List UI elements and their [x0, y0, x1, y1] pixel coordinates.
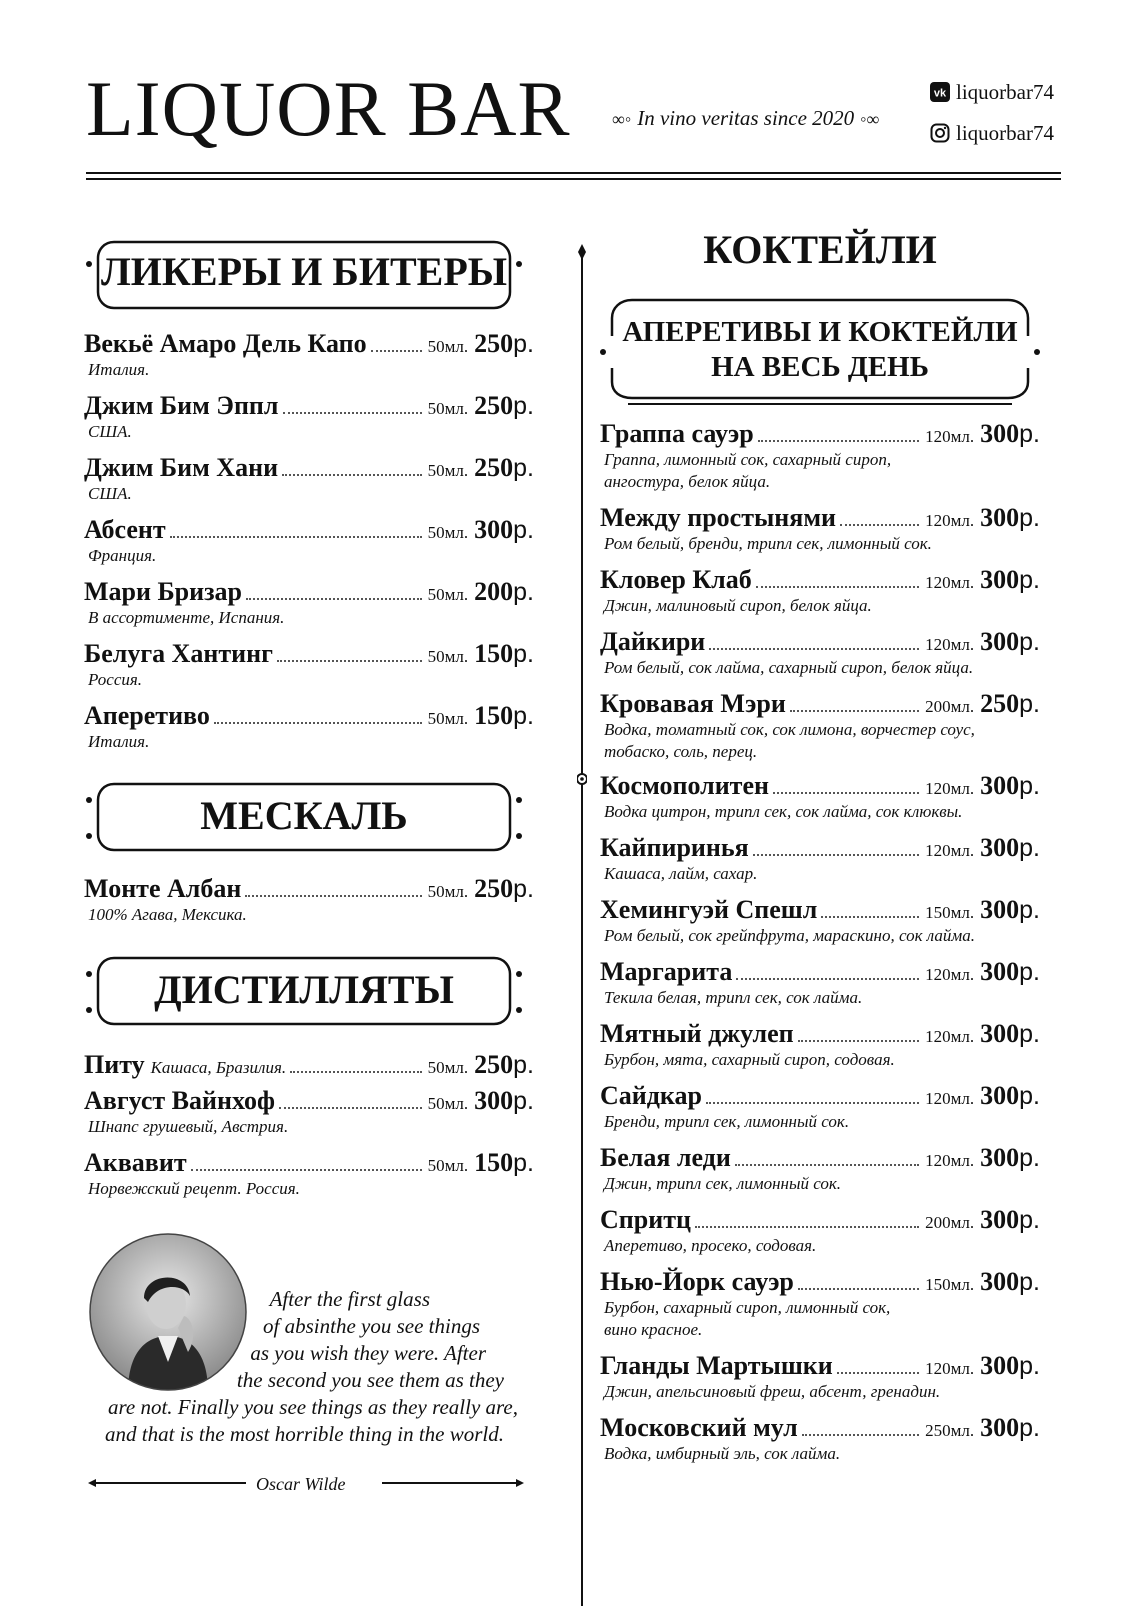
- item-volume: 120мл.: [925, 511, 975, 530]
- item-price: 300: [474, 1086, 514, 1115]
- item-name: Питу: [84, 1050, 145, 1079]
- item-name: Спритц: [600, 1205, 691, 1234]
- menu-item: [600, 565, 1040, 617]
- menu-item: [84, 515, 534, 567]
- item-volume: 150мл.: [925, 1275, 975, 1294]
- item-desc: Аперетиво, просеко, содовая.: [604, 1236, 817, 1255]
- item-price: 250: [474, 453, 514, 482]
- item-name: Мари Бризар: [84, 577, 243, 606]
- quote-line: are not. Finally you see things as they really are,: [108, 1395, 518, 1419]
- right-flourish-icon: ◦∞: [860, 109, 880, 129]
- item-desc: Ром белый, бренди, трипл сек, лимонный сок.: [604, 534, 932, 553]
- currency: р.: [1019, 1020, 1040, 1048]
- item-desc: Водка, имбирный эль, сок лайма.: [604, 1444, 841, 1463]
- item-volume: 120мл.: [925, 427, 975, 446]
- currency: р.: [1019, 1268, 1040, 1296]
- quote-line: After the first glass: [269, 1287, 430, 1311]
- item-volume: 50мл.: [427, 1094, 469, 1113]
- column-divider: [577, 244, 587, 1614]
- currency: р.: [513, 454, 534, 482]
- item-price: 300: [980, 833, 1020, 862]
- item-desc: Франция.: [88, 546, 157, 565]
- quote-line: as you wish they were. After: [250, 1341, 486, 1365]
- item-price: 300: [980, 1019, 1020, 1048]
- item-name: Джим Бим Хани: [84, 453, 279, 482]
- currency: р.: [1019, 504, 1040, 532]
- item-volume: 50мл.: [427, 1058, 469, 1077]
- item-desc: Бренди, трипл сек, лимонный сок.: [604, 1112, 850, 1131]
- tagline-text: In vino veritas since 2020: [637, 106, 855, 130]
- item-desc: США.: [88, 484, 132, 503]
- item-volume: 200мл.: [925, 697, 975, 716]
- item-desc: Россия.: [88, 670, 143, 689]
- item-price: 300: [980, 1205, 1020, 1234]
- item-volume: 120мл.: [925, 779, 975, 798]
- currency: р.: [1019, 420, 1040, 448]
- item-desc: 100% Агава, Мексика.: [88, 905, 247, 924]
- item-name: Абсент: [84, 515, 166, 544]
- banner-liqueurs: [84, 236, 524, 314]
- item-desc: тобаско, соль, перец.: [604, 742, 758, 761]
- menu-item: [84, 1148, 534, 1200]
- tagline: [606, 106, 885, 131]
- menu-item: [84, 329, 534, 381]
- item-price: 300: [980, 771, 1020, 800]
- item-name: Аквавит: [84, 1148, 187, 1177]
- menu-item: [600, 1267, 1040, 1341]
- banner-title: ДИСТИЛЛЯТЫ: [154, 967, 454, 1012]
- banner-mezcal: [84, 780, 524, 858]
- item-price: 250: [474, 329, 514, 358]
- item-volume: 50мл.: [427, 709, 469, 728]
- currency: р.: [1019, 1206, 1040, 1234]
- item-volume: 120мл.: [925, 841, 975, 860]
- banner-title-line2: НА ВЕСЬ ДЕНЬ: [711, 351, 929, 383]
- currency: р.: [513, 392, 534, 420]
- item-desc: Ром белый, сок грейпфрута, мараскино, сок лайма.: [604, 926, 976, 945]
- vk-handle: liquorbar74: [956, 80, 1054, 104]
- item-name: Векьё Амаро Дель Капо: [84, 329, 367, 358]
- item-desc: Италия.: [88, 360, 150, 379]
- currency: р.: [1019, 772, 1040, 800]
- item-name: Московский мул: [600, 1413, 798, 1442]
- item-price: 150: [474, 639, 514, 668]
- item-name: Гланды Мартышки: [600, 1351, 833, 1380]
- menu-item: [84, 1086, 534, 1138]
- menu-item: [84, 1050, 534, 1080]
- item-desc: ангостура, белок яйца.: [604, 472, 771, 491]
- instagram-icon: [930, 123, 950, 143]
- section-title-cocktails: КОКТЕЙЛИ: [703, 227, 937, 272]
- item-name: Кловер Клаб: [600, 565, 752, 594]
- item-inline-desc: Кашаса, Бразилия.: [150, 1058, 287, 1077]
- currency: р.: [513, 1087, 534, 1115]
- item-name: Между простынями: [600, 503, 837, 532]
- item-price: 300: [980, 1143, 1020, 1172]
- menu-item: [84, 391, 534, 443]
- item-name: Август Вайнхоф: [84, 1086, 275, 1115]
- item-price: 300: [980, 419, 1020, 448]
- menu-item: [600, 627, 1040, 679]
- item-name: Мятный джулеп: [600, 1019, 794, 1048]
- item-price: 300: [980, 1081, 1020, 1110]
- currency: р.: [513, 702, 534, 730]
- item-desc: Бурбон, мята, сахарный сироп, содовая.: [604, 1050, 895, 1069]
- item-volume: 50мл.: [427, 461, 469, 480]
- currency: р.: [1019, 1082, 1040, 1110]
- item-volume: 50мл.: [427, 1156, 469, 1175]
- item-volume: 120мл.: [925, 635, 975, 654]
- currency: р.: [1019, 834, 1040, 862]
- item-price: 150: [474, 701, 514, 730]
- item-desc: Шнапс грушевый, Австрия.: [88, 1117, 289, 1136]
- item-volume: 120мл.: [925, 1359, 975, 1378]
- currency: р.: [513, 330, 534, 358]
- item-desc: Италия.: [88, 732, 150, 751]
- banner-title-line1: АПЕРЕТИВЫ И КОКТЕЙЛИ: [622, 316, 1018, 348]
- banner-distillates: [84, 954, 524, 1032]
- header-rule: [86, 178, 1061, 180]
- item-volume: 120мл.: [925, 965, 975, 984]
- item-price: 300: [980, 627, 1020, 656]
- item-price: 250: [474, 1050, 514, 1079]
- menu-item: [600, 1413, 1040, 1465]
- menu-item: [600, 419, 1040, 493]
- menu-item: [84, 701, 534, 753]
- item-price: 150: [474, 1148, 514, 1177]
- instagram-link[interactable]: [930, 121, 1054, 146]
- svg-text:vk: vk: [933, 87, 947, 100]
- menu-item: [600, 1351, 1040, 1403]
- item-volume: 120мл.: [925, 1089, 975, 1108]
- item-price: 300: [980, 1267, 1020, 1296]
- item-price: 200: [474, 577, 514, 606]
- item-volume: 50мл.: [427, 882, 469, 901]
- item-price: 300: [980, 1351, 1020, 1380]
- item-name: Белуга Хантинг: [84, 639, 273, 668]
- brand-title: LIQUOR BAR: [86, 65, 571, 152]
- currency: р.: [1019, 1414, 1040, 1442]
- header-rule: [86, 172, 1061, 174]
- menu-item: [600, 1019, 1040, 1071]
- menu-item: [84, 453, 534, 505]
- item-name: Граппа сауэр: [600, 419, 754, 448]
- item-price: 250: [474, 391, 514, 420]
- menu-item: [84, 577, 534, 629]
- item-desc: Джин, апельсиновый фреш, абсент, гренадин.: [604, 1382, 941, 1401]
- menu-item: [600, 689, 1040, 763]
- item-desc: Текила белая, трипл сек, сок лайма.: [604, 988, 863, 1007]
- currency: р.: [1019, 1352, 1040, 1380]
- item-desc: Ром белый, сок лайма, сахарный сироп, белок яйца.: [604, 658, 974, 677]
- item-desc: Джин, трипл сек, лимонный сок.: [604, 1174, 842, 1193]
- currency: р.: [1019, 896, 1040, 924]
- instagram-handle: liquorbar74: [956, 121, 1054, 145]
- currency: р.: [513, 875, 534, 903]
- item-name: Маргарита: [600, 957, 733, 986]
- banner-title: ЛИКЕРЫ И БИТЕРЫ: [100, 249, 508, 294]
- menu-item: [600, 1205, 1040, 1257]
- item-price: 300: [980, 895, 1020, 924]
- item-desc: Джин, малиновый сироп, белок яйца.: [604, 596, 872, 615]
- banner-aperitifs: [598, 296, 1042, 408]
- item-volume: 50мл.: [427, 585, 469, 604]
- banner-title: МЕСКАЛЬ: [200, 793, 408, 838]
- item-name: Аперетиво: [84, 701, 210, 730]
- item-price: 300: [980, 1413, 1020, 1442]
- currency: р.: [513, 516, 534, 544]
- item-desc: Норвежский рецепт. Россия.: [88, 1179, 300, 1198]
- quote-line: the second you see them as they: [236, 1368, 504, 1392]
- vk-link[interactable]: [930, 80, 1054, 105]
- item-name: Белая леди: [600, 1143, 731, 1172]
- item-volume: 120мл.: [925, 573, 975, 592]
- menu-item: [600, 957, 1040, 1009]
- item-name: Космополитен: [600, 771, 769, 800]
- vk-icon: [930, 82, 950, 102]
- menu-item: [600, 1081, 1040, 1133]
- item-price: 300: [980, 503, 1020, 532]
- item-desc: В ассортименте, Испания.: [88, 608, 285, 627]
- currency: р.: [513, 1149, 534, 1177]
- item-name: Кайпиринья: [600, 833, 749, 862]
- item-price: 250: [474, 874, 514, 903]
- item-volume: 120мл.: [925, 1027, 975, 1046]
- quote: [86, 1286, 526, 1448]
- item-price: 300: [980, 957, 1020, 986]
- menu-item: [84, 639, 534, 691]
- item-price: 250: [980, 689, 1020, 718]
- quote-line: and that is the most horrible thing in the world.: [104, 1422, 504, 1446]
- item-volume: 50мл.: [427, 337, 469, 356]
- menu-item: [600, 1143, 1040, 1195]
- item-name: Кровавая Мэри: [600, 689, 786, 718]
- item-name: Дайкири: [600, 627, 706, 656]
- quote-author: Oscar Wilde: [256, 1474, 346, 1494]
- currency: р.: [513, 640, 534, 668]
- menu-item: [84, 874, 534, 926]
- left-flourish-icon: ∞◦: [612, 109, 632, 129]
- item-volume: 120мл.: [925, 1151, 975, 1170]
- item-desc: Граппа, лимонный сок, сахарный сироп,: [604, 450, 892, 469]
- menu-item: [600, 771, 1040, 823]
- item-price: 300: [980, 565, 1020, 594]
- item-name: Сайдкар: [600, 1081, 702, 1110]
- quote-line: of absinthe you see things: [263, 1314, 480, 1338]
- item-desc: Кашаса, лайм, сахар.: [604, 864, 758, 883]
- item-desc: Водка цитрон, трипл сек, сок лайма, сок клюквы.: [604, 802, 963, 821]
- item-volume: 200мл.: [925, 1213, 975, 1232]
- currency: р.: [1019, 958, 1040, 986]
- currency: р.: [1019, 1144, 1040, 1172]
- currency: р.: [513, 578, 534, 606]
- item-desc: вино красное.: [604, 1320, 703, 1339]
- currency: р.: [1019, 566, 1040, 594]
- item-price: 300: [474, 515, 514, 544]
- item-name: Хемингуэй Спешл: [600, 895, 818, 924]
- item-name: Монте Албан: [84, 874, 242, 903]
- item-desc: Водка, томатный сок, сок лимона, ворчестер соус,: [604, 720, 975, 739]
- item-volume: 250мл.: [925, 1421, 975, 1440]
- item-volume: 150мл.: [925, 903, 975, 922]
- item-desc: Бурбон, сахарный сироп, лимонный сок,: [604, 1298, 891, 1317]
- currency: р.: [1019, 690, 1040, 718]
- item-volume: 50мл.: [427, 523, 469, 542]
- currency: р.: [1019, 628, 1040, 656]
- menu-item: [600, 503, 1040, 555]
- item-name: Джим Бим Эппл: [84, 391, 279, 420]
- item-volume: 50мл.: [427, 399, 469, 418]
- item-desc: США.: [88, 422, 132, 441]
- menu-item: [600, 833, 1040, 885]
- menu-item: [600, 895, 1040, 947]
- item-name: Нью-Йорк сауэр: [600, 1267, 794, 1296]
- currency: р.: [513, 1051, 534, 1079]
- item-volume: 50мл.: [427, 647, 469, 666]
